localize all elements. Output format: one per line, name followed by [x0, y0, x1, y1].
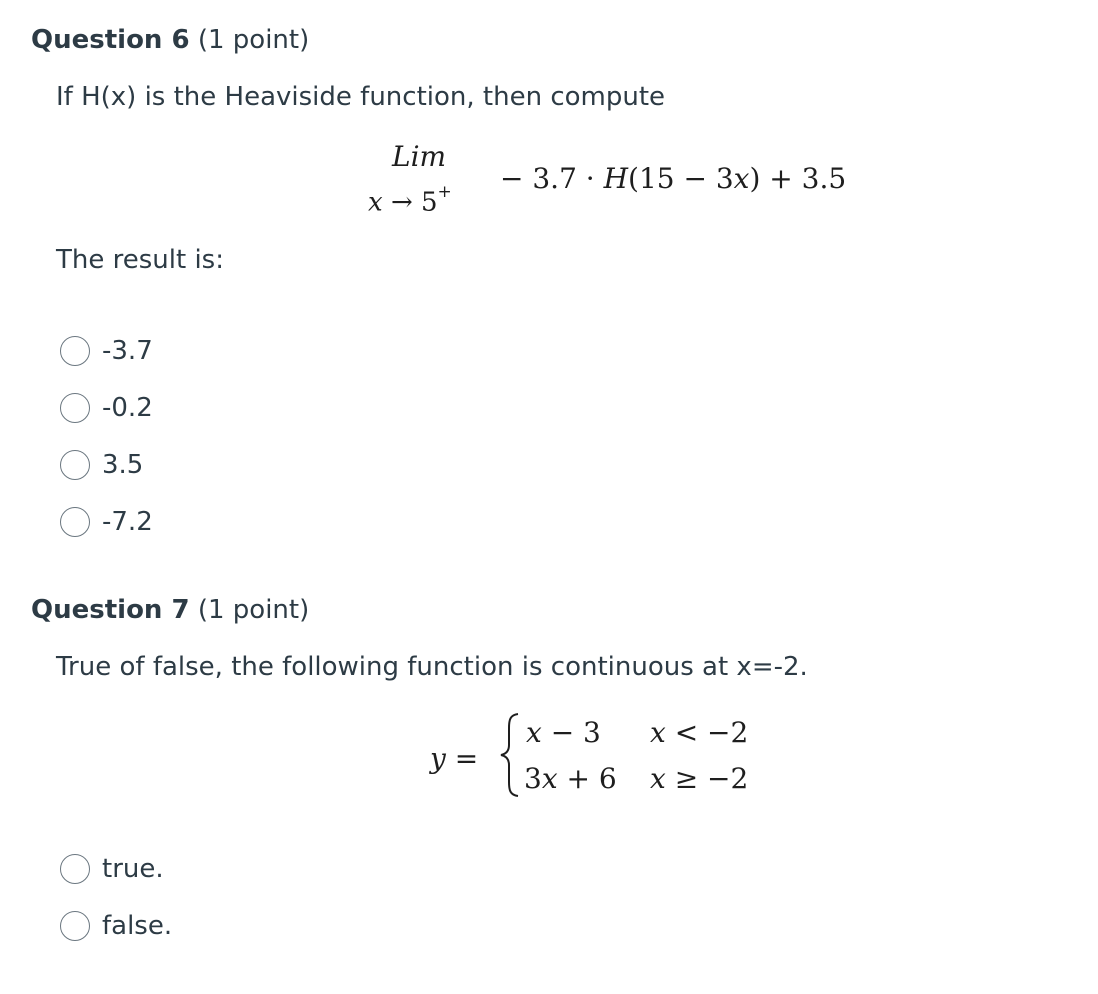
expr-part1: − 3.7 ·: [500, 162, 604, 195]
row2-expr-rest: + 6: [557, 762, 617, 795]
piecewise-row-1-expr: [526, 716, 601, 749]
expr-var: x: [733, 162, 750, 195]
option-q6-a[interactable]: [60, 334, 153, 368]
question-6-points: (1 point): [197, 25, 310, 55]
row2-cond-rest: ≥ −2: [665, 762, 749, 795]
expr-func: H: [603, 162, 629, 195]
limit-subscript: [368, 182, 452, 218]
left-brace: [498, 712, 522, 798]
option-label: false.: [102, 911, 173, 941]
option-label: 3.5: [102, 450, 144, 480]
row2-expr-num: 3: [524, 762, 542, 795]
row1-cond-var: x: [650, 716, 666, 749]
expr-part3: ) + 3.5: [749, 162, 847, 195]
result-label: The result is:: [56, 245, 224, 275]
option-label: -3.7: [102, 336, 153, 366]
option-q6-b[interactable]: [60, 391, 153, 425]
question-6-header: [31, 24, 309, 56]
limit-word: [392, 140, 446, 173]
question-7-points: (1 point): [197, 595, 310, 625]
row1-expr-var: x: [526, 716, 542, 749]
option-label: true.: [102, 854, 164, 884]
limit-expression: [500, 162, 846, 195]
option-label: -0.2: [102, 393, 153, 423]
question-7-header: [31, 594, 309, 626]
row2-expr-var: x: [541, 762, 558, 795]
lim-text: Lim: [392, 140, 447, 173]
radio-button[interactable]: [60, 854, 90, 884]
lim-sub-var: x: [368, 187, 383, 218]
lim-sub-arrow: →: [390, 187, 413, 218]
option-q7-true[interactable]: [60, 852, 164, 886]
radio-button[interactable]: [60, 507, 90, 537]
lhs-var: y: [430, 742, 446, 775]
option-label: -7.2: [102, 507, 153, 537]
row1-cond-rest: < −2: [665, 716, 749, 749]
option-q6-d[interactable]: [60, 505, 153, 539]
row1-expr-rest: − 3: [541, 716, 601, 749]
piecewise-row-2-expr: [524, 762, 617, 795]
question-6-title: Question 6: [31, 25, 190, 55]
radio-button[interactable]: [60, 450, 90, 480]
piecewise-row-1-cond: [650, 716, 748, 749]
piecewise-lhs: [430, 742, 478, 775]
lim-sub-value: 5: [421, 187, 438, 218]
lhs-eq: =: [445, 742, 479, 775]
radio-button[interactable]: [60, 393, 90, 423]
question-7-title: Question 7: [31, 595, 190, 625]
expr-part2: (15 − 3: [628, 162, 734, 195]
lim-sub-sup: +: [437, 182, 452, 202]
piecewise-row-2-cond: [650, 762, 748, 795]
question-7-prompt: True of false, the following function is continuous at x=-2.: [56, 652, 808, 682]
radio-button[interactable]: [60, 911, 90, 941]
row2-cond-var: x: [650, 762, 666, 795]
option-q6-c[interactable]: [60, 448, 143, 482]
radio-button[interactable]: [60, 336, 90, 366]
question-6-prompt: If H(x) is the Heaviside function, then compute: [56, 82, 666, 112]
option-q7-false[interactable]: [60, 909, 172, 943]
